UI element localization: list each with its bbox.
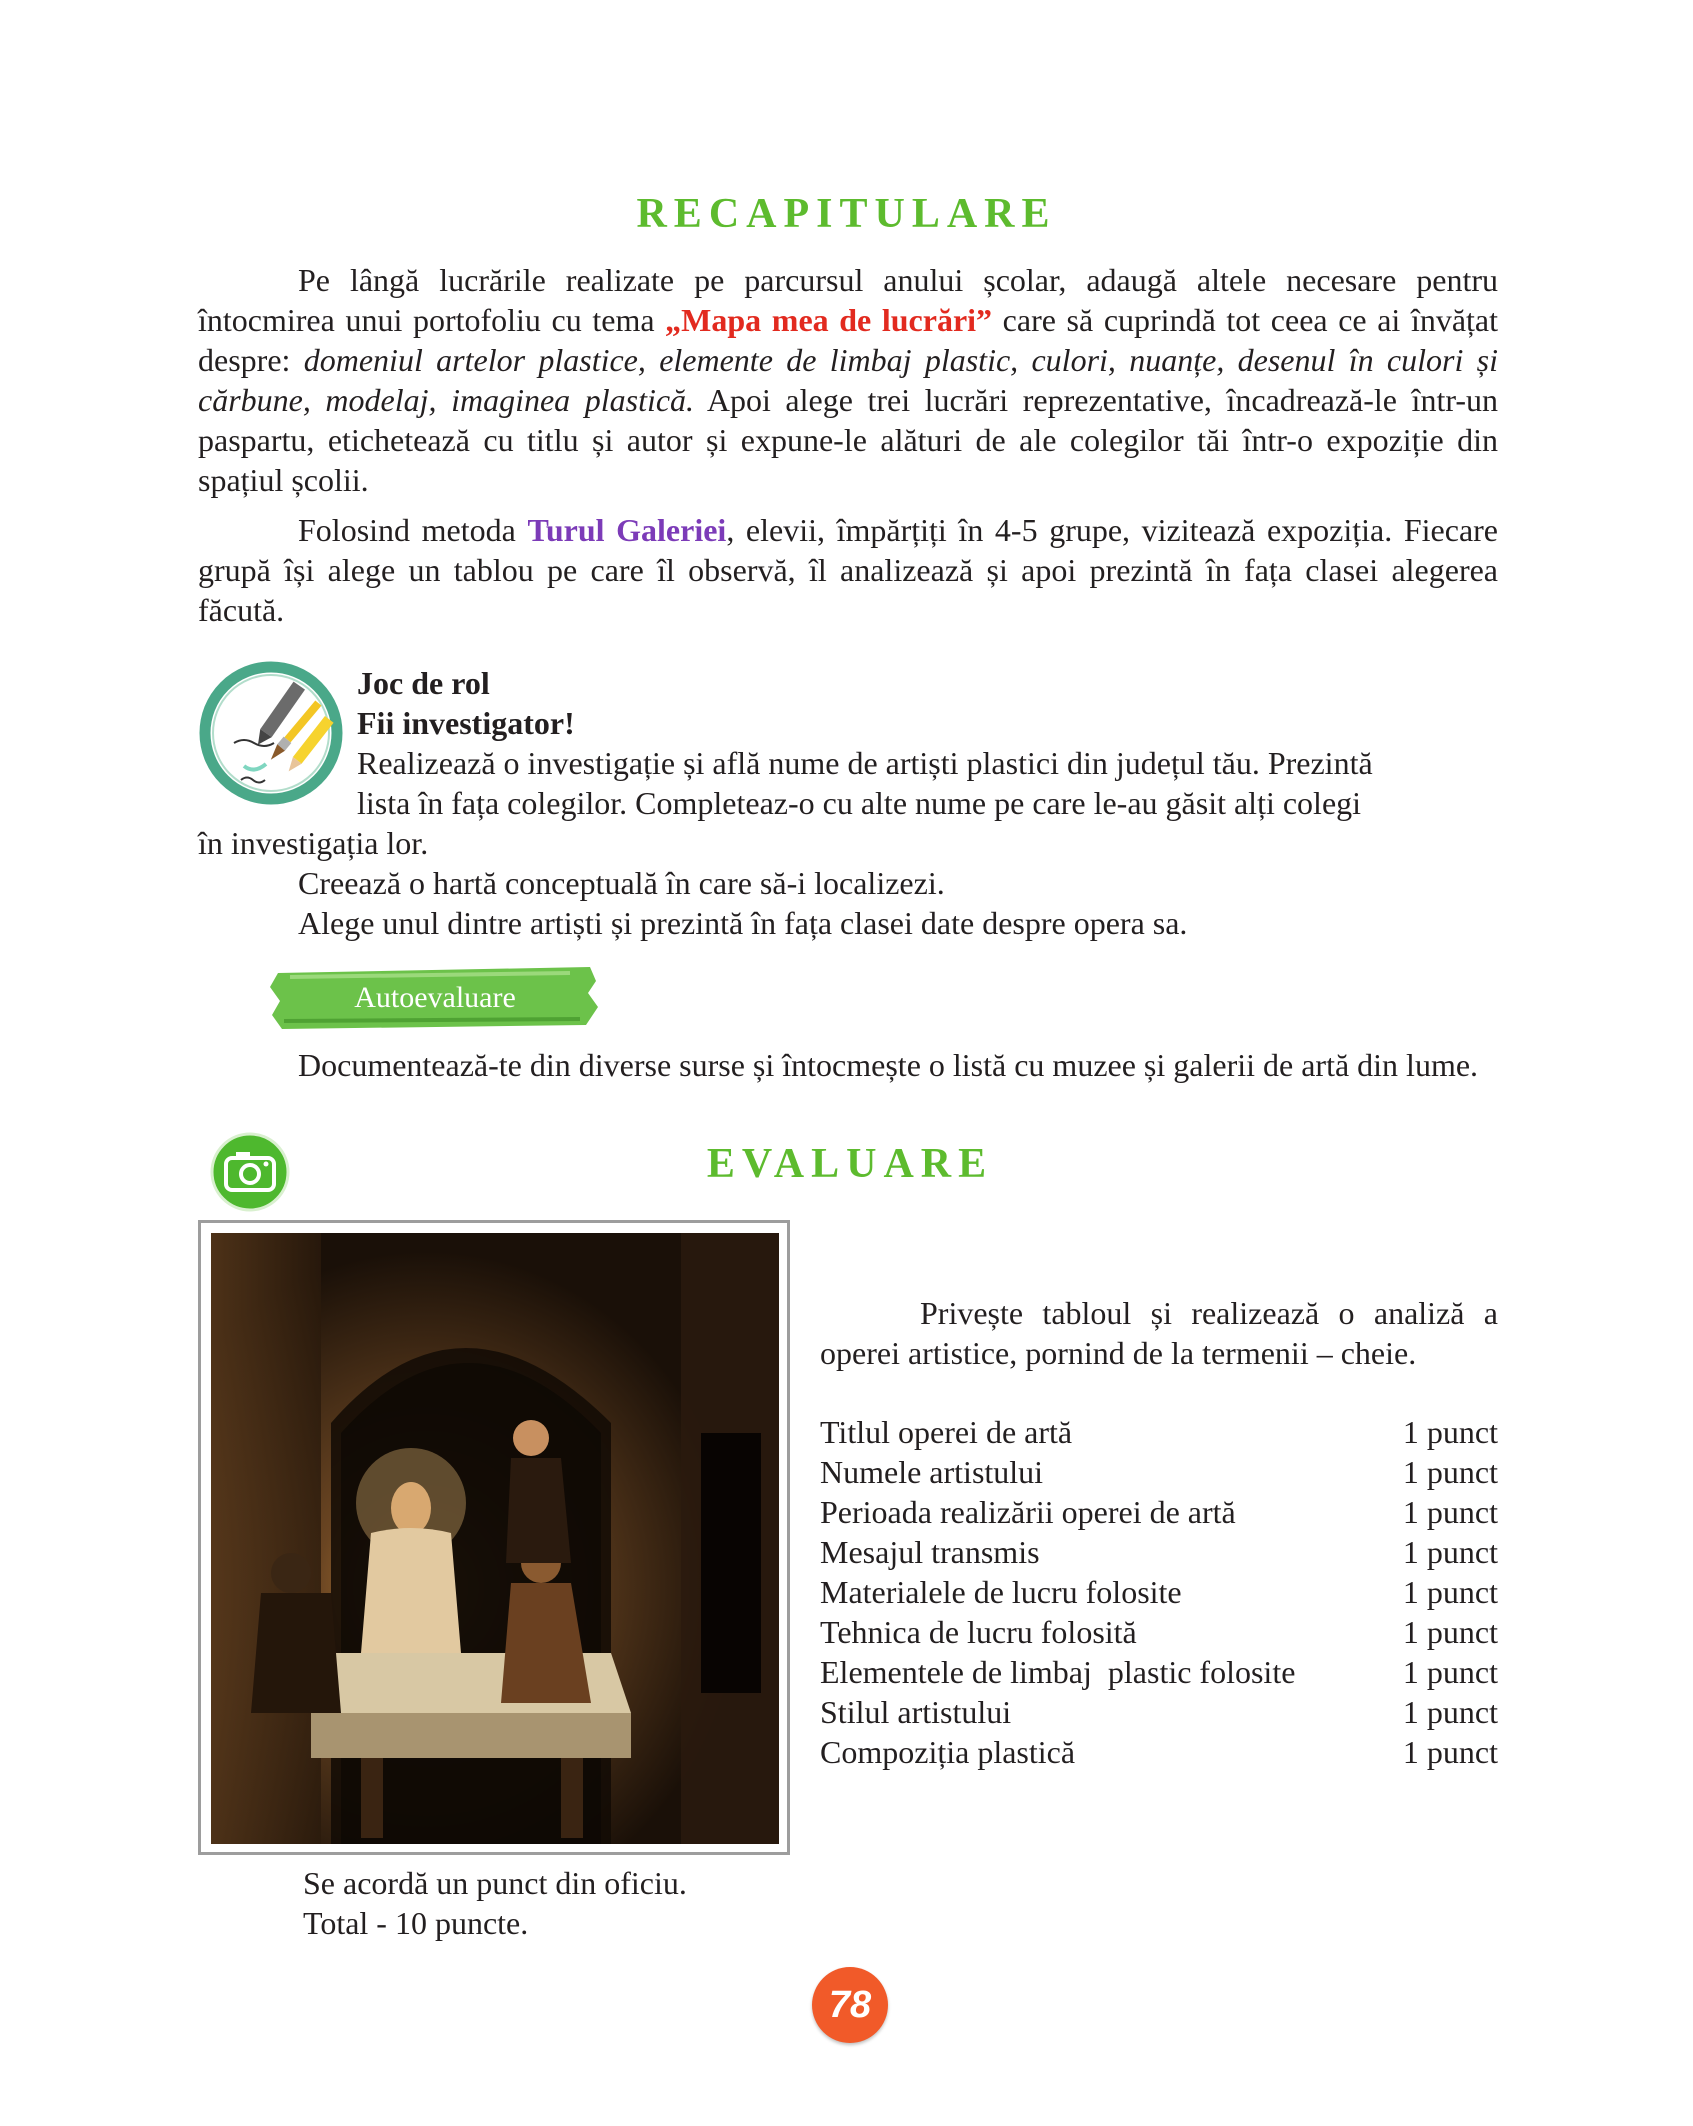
criterion-points: 1 punct [1402,1414,1498,1450]
criterion-row [820,1692,1498,1732]
roleplay-line-5: Alege unul dintre artiști și prezintă în fața clasei date despre opera sa. [298,905,1188,941]
self-eval-label: Autoevaluare [354,981,516,1014]
criterion-points: 1 punct [1402,1574,1498,1610]
criterion-row [820,1612,1498,1652]
criterion-name: Numele artistului [820,1454,1044,1490]
gallery-method: Turul Galeriei [527,512,727,548]
criterion-name: Materialele de lucru folosite [820,1574,1182,1610]
recap-paragraph-2 [198,510,1498,630]
criterion-name: Elementele de limbaj plastic folosite [820,1654,1296,1690]
evaluation-intro-block [820,1293,1498,1373]
criterion-row [820,1572,1498,1612]
self-eval-paragraph: Documentează-te din diverse surse și întocmește o listă cu muzee și galerii de artă din lume. [298,1047,1479,1083]
evaluation-title: EVALUARE [706,1141,994,1187]
criterion-points: 1 punct [1402,1654,1498,1690]
criterion-row [820,1532,1498,1572]
camera-icon [210,1132,290,1212]
criterion-name: Titlul operei de artă [820,1414,1073,1450]
page-number: 78 [828,1984,872,2026]
recap-title: RECAPITULARE [636,191,1057,237]
roleplay-line-3: în investigația lor. [198,825,429,861]
painting-frame [198,1220,790,1855]
criterion-name: Mesajul transmis [820,1534,1040,1570]
recap-topics: domeniul artelor plastice, elemente de limbaj plastic, culori, nuanțe, desenul în culori și cărbune, modelaj, imaginea plastică. [198,342,1499,418]
criterion-points: 1 punct [1402,1494,1498,1530]
criterion-points: 1 punct [1402,1734,1498,1770]
recap-p1-text-b: care să cuprindă tot ceea ce ai învățat despre: [198,302,1499,378]
roleplay-line-4: Creează o hartă conceptuală în care să-i localizezi. [298,865,945,901]
recap-p2-text-a: Folosind metoda [298,512,528,548]
criterion-points: 1 punct [1402,1694,1498,1730]
criterion-row [820,1732,1498,1772]
criterion-points: 1 punct [1402,1534,1498,1570]
criterion-points: 1 punct [1402,1454,1498,1490]
criterion-row [820,1492,1498,1532]
roleplay-subtitle: Fii investigator! [357,705,575,741]
roleplay-line-1: Realizează o investigație și află nume de artiști plastici din județul tău. Prezintă [357,745,1373,781]
criterion-points: 1 punct [1402,1614,1498,1650]
portfolio-theme: „Mapa mea de lucrări” [665,302,993,338]
evaluation-intro: Privește tabloul și realizează o analiză a operei artistice, pornind de la termenii – cheie. [820,1295,1498,1371]
supper-at-emmaus-painting [211,1233,779,1844]
bonus-point-note: Se acordă un punct din oficiu. [303,1865,687,1901]
recap-p1-text-c: Apoi alege trei lucrări reprezentative, încadrează-le într-un paspartu, etichetează cu titlu și autor și expune-le alături de ale colegilor tăi într-o expoziție din spațiul școlii. [198,382,1499,498]
recap-p1-text-a: Pe lângă lucrările realizate pe parcursul anului școlar, adaugă altele necesare pentru întocmirea unui portofoliu cu tema [198,262,1498,338]
criterion-name: Compoziția plastică [820,1734,1076,1770]
total-points: Total - 10 puncte. [303,1905,529,1941]
criterion-name: Stilul artistului [820,1694,1012,1730]
criterion-row [820,1412,1498,1452]
self-eval-banner [270,963,600,1033]
criteria-list [820,1412,1498,1772]
criterion-row [820,1452,1498,1492]
self-eval-text [198,1045,1498,1085]
criterion-name: Perioada realizării operei de artă [820,1494,1236,1530]
recap-p2-text-b: , elevii, împărțiți în 4-5 grupe, vizitează expoziția. Fiecare grupă își alege un tablou pe care îl observă, îl analizează și apoi prezintă în fața clasei alegerea făcută. [198,512,1498,628]
drawing-tools-icon [196,658,346,808]
roleplay-line-2: lista în fața colegilor. Completeaz-o cu alte nume pe care le-au găsit alți colegi [357,785,1362,821]
criterion-name: Tehnica de lucru folosită [820,1614,1137,1650]
criterion-row [820,1652,1498,1692]
roleplay-title: Joc de rol [357,665,490,701]
recap-paragraph-1 [198,260,1498,500]
page-number-badge [812,1967,888,2043]
